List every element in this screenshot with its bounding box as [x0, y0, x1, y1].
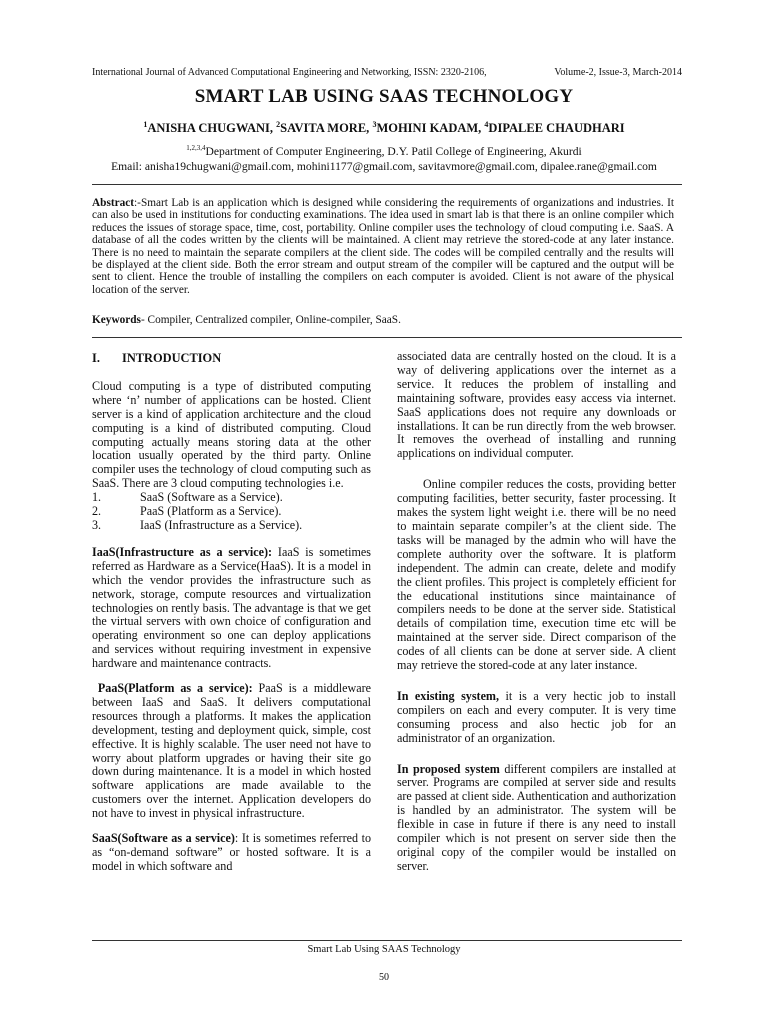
affiliation	[0, 141, 768, 174]
proposed-system-paragraph	[397, 763, 676, 874]
footer-divider	[92, 940, 682, 941]
intro-paragraph: Cloud computing is a type of distributed computing where ‘n’ number of applications can be hosted. Client server is a kind of application architecture and the cloud computing is a kind of distributed computing. Cloud computing actually means storing data at the other location usually operated by the third party. Online compiler uses the technology of cloud computing such as SaaS. There are 3 cloud computing technologies i.e.	[92, 378, 371, 491]
keywords-text: - Compiler, Centralized compiler, Online-compiler, SaaS.	[140, 314, 401, 326]
right-column	[397, 350, 676, 885]
author-sup: 4	[484, 120, 489, 129]
existing-text: it is a very hectic job to install compilers on each and every computer. It is very time consuming process and also hectic job for an administrator of an organization.	[397, 688, 677, 745]
iaas-text: IaaS is sometimes referred as Hardware as a Service(HaaS). It is a model in which the vendor provides the infrastructure such as network, storage, compute resources and virtualization technologies on rently basis. The advantage is that we get the virtual servers with own choice of configuration and operating environment so one can deploy applications and services without requiring investment in expensive hardware and maintenance contracts.	[92, 544, 372, 671]
keywords-label: Keywords	[92, 314, 141, 326]
email-line: Email: anisha19chugwani@gmail.com, mohini1177@gmail.com, savitavmore@gmail.com, dipalee.rane@gmail.com	[111, 159, 657, 173]
author-name: SAVITA MORE,	[280, 121, 373, 136]
abstract-text: :-Smart Lab is an application which is designed while considering the requirements of organizations and industries. It can also be used in institutions for conducting examinations. The idea used in smart lab is that there is an online compiler which reduces the issues of storage space, time, cost, portability. Online compiler uses the technology of cloud computing i.e. SaaS. A database of all the codes written by the clients will be maintained. A client may retrieve the stored-code at any later instance. There is no need to maintain the separate compilers at the client side. The codes will be compiled centrally and the results will be displayed at the client side. Both the error stream and output stream of the compiler will be captured and the output will be sent to client. Hence the trouble of installing the compilers on each computer is avoided. Client is not aware of the physical location of the server.	[92, 197, 674, 296]
affiliation-sup: 1,2,3,4	[186, 144, 206, 152]
journal-volume: Volume-2, Issue-3, March-2014	[554, 67, 682, 78]
author-sup: 3	[372, 120, 377, 129]
list-number: 2.	[92, 504, 102, 519]
saas-text: : It is sometimes referred to as “on-demand software” or hosted software. It is a model in which software and	[92, 831, 372, 873]
department: Department of Computer Engineering, D.Y. Patil College of Engineering, Akurdi	[205, 144, 582, 158]
divider-bottom	[92, 337, 682, 338]
proposed-text: different compilers are installed at server. Programs are compiled at server side and results are passed at client side. Authentication and authorization is handled by an administrator. The system will be flexible in case in future if there is any need to install compiler which is not present on server side then the original copy of the compiler would be installed on server.	[397, 761, 677, 873]
journal-name: International Journal of Advanced Computational Engineering and Networking, ISSN: 2320-2106,	[92, 67, 487, 78]
author-name: ANISHA CHUGWANI,	[147, 121, 277, 136]
paper-title: SMART LAB USING SAAS TECHNOLOGY	[194, 86, 574, 107]
page-number: 50	[379, 972, 389, 983]
paas-text: PaaS is a middleware between IaaS and SaaS. It delivers computational resources through a platforms. It makes the application development, testing and deployment quick, simple, cost effective. It is highly scalable. The user need not have to worry about platform upgrades or having their site go down during maintenance. It is a model in which hosted software applications are made available to the customers over the internet. Application developers do not have to invest in physical infrastructure.	[92, 681, 371, 821]
author-sup: 2	[276, 120, 281, 129]
paas-label: PaaS(Platform as a service):	[97, 681, 253, 696]
list-item	[92, 491, 371, 505]
divider-top	[92, 184, 682, 185]
saas-paragraph	[92, 832, 371, 874]
list-text: PaaS (Platform as a Service).	[140, 504, 282, 519]
online-compiler-paragraph: Online compiler reduces the costs, providing better computing facilities, better security, faster processing. It makes the system light weight i.e. there will be no need to maintain separate compiler’s at the client side. The tasks will be managed by the admin who will have the complete authority over the software. It is platform independent. The admin can create, delete and modify the client profiles. This project is completely efficient for the educational institutions since maintainance of compilers needs to be done at the server side. Statistical details of compilation time, execution time etc will be maintained at the server side. Direct comparison of the codes of all clients can be done at server side. A client may retrieve the stored-code at any later instance.	[397, 477, 676, 673]
abstract-label: Abstract	[92, 197, 135, 209]
service-list	[92, 491, 371, 533]
author-name: MOHINI KADAM,	[376, 121, 485, 136]
iaas-label: IaaS(Infrastructure as a service):	[92, 544, 273, 559]
list-item	[92, 505, 371, 519]
proposed-label: In proposed system	[397, 761, 500, 776]
list-item	[92, 519, 371, 533]
footer-title: Smart Lab Using SAAS Technology	[307, 944, 461, 955]
author-sup: 1	[143, 120, 148, 129]
list-text: SaaS (Software as a Service).	[140, 490, 283, 505]
paas-paragraph	[92, 682, 371, 821]
list-text: IaaS (Infrastructure as a Service).	[140, 517, 303, 532]
section-title: INTRODUCTION	[122, 351, 222, 365]
saas-continued-paragraph: associated data are centrally hosted on the cloud. It is a way of delivering applications over the internet as a service. It reduces the problem of installing and maintaining software, provides easy access via internet. SaaS applications does not require any downloads or installations. It can be run directly from the web browser. It removes the overhead of installing and running applications on individual computer.	[397, 349, 676, 461]
section-number: I.	[92, 351, 100, 365]
left-column	[92, 352, 371, 885]
abstract	[92, 197, 674, 296]
keywords	[92, 314, 674, 326]
saas-label: SaaS(Software as a service)	[92, 831, 235, 846]
author-name: DIPALEE CHAUDHARI	[488, 121, 625, 136]
journal-header	[92, 67, 682, 78]
existing-label: In existing system,	[397, 688, 500, 703]
existing-system-paragraph	[397, 690, 676, 746]
iaas-paragraph	[92, 546, 371, 671]
list-number: 3.	[92, 517, 102, 532]
list-number: 1.	[92, 490, 102, 505]
authors-line	[0, 120, 768, 136]
section-heading	[92, 352, 371, 366]
